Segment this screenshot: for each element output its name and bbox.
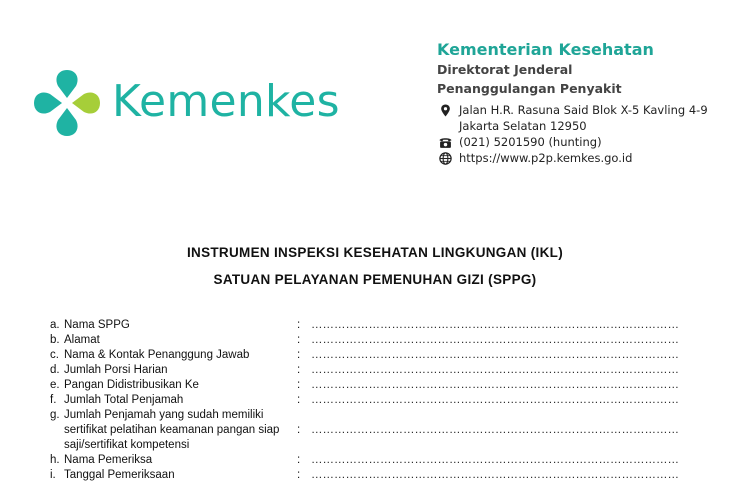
field-fill-line[interactable]: …………………………………………………………………………………… [311, 454, 679, 466]
field-colon: : [297, 394, 301, 406]
org-sub-line2: Penanggulangan Penyakit [437, 81, 622, 96]
telephone-icon [437, 134, 453, 150]
website-url[interactable]: https://www.p2p.kemkes.go.id [459, 151, 633, 165]
org-sub-line1: Direktorat Jenderal [437, 62, 573, 77]
field-colon: : [297, 349, 301, 361]
field-label-line3: saji/sertifikat kompetensi [64, 439, 190, 451]
phone-row [437, 134, 708, 150]
address-line1: Jalan H.R. Rasuna Said Blok X-5 Kavling 4-9 [459, 103, 708, 117]
field-label: Tanggal Pemeriksaan [64, 469, 175, 481]
field-colon: : [297, 424, 301, 436]
field-letter: g. [50, 409, 60, 421]
field-label: Nama SPPG [64, 319, 130, 331]
field-fill-line[interactable]: …………………………………………………………………………………… [311, 334, 679, 346]
field-letter: b. [50, 334, 60, 346]
field-fill-line[interactable]: …………………………………………………………………………………… [311, 394, 679, 406]
website-row [437, 150, 708, 166]
globe-icon [437, 150, 453, 166]
field-label [64, 408, 286, 453]
field-fill-line[interactable]: …………………………………………………………………………………… [311, 364, 679, 376]
field-letter: a. [50, 319, 60, 331]
address-line2: Jakarta Selatan 12950 [459, 119, 587, 133]
field-label-line1: Jumlah Penjamah yang sudah memiliki [64, 409, 264, 421]
field-letter: d. [50, 364, 60, 376]
field-label: Nama & Kontak Penanggung Jawab [64, 349, 250, 361]
field-colon: : [297, 334, 301, 346]
address-row [437, 102, 708, 118]
field-label: Alamat [64, 334, 100, 346]
phone-number: (021) 5201590 (hunting) [459, 135, 602, 149]
field-letter: f. [50, 394, 57, 406]
field-label: Pangan Didistribusikan Ke [64, 379, 199, 391]
organization-block [437, 40, 654, 98]
field-colon: : [297, 364, 301, 376]
field-colon: : [297, 469, 301, 481]
field-colon: : [297, 319, 301, 331]
field-label: Jumlah Total Penjamah [64, 394, 184, 406]
document-subtitle: SATUAN PELAYANAN PEMENUHAN GIZI (SPPG) [213, 272, 537, 287]
field-fill-line[interactable]: …………………………………………………………………………………… [311, 469, 679, 481]
field-letter: i. [50, 469, 56, 481]
contact-block [437, 102, 708, 166]
document-title: INSTRUMEN INSPEKSI KESEHATAN LINGKUNGAN (IKL) [186, 245, 563, 260]
field-colon: : [297, 454, 301, 466]
field-fill-line[interactable]: …………………………………………………………………………………… [311, 349, 679, 361]
field-fill-line[interactable]: …………………………………………………………………………………… [311, 379, 679, 391]
field-label-line2: sertifikat pelatihan keamanan pangan siap [64, 424, 280, 436]
address-row-2 [437, 118, 708, 134]
field-colon: : [297, 379, 301, 391]
location-pin-icon [437, 102, 453, 118]
field-letter: c. [50, 349, 59, 361]
field-letter: e. [50, 379, 60, 391]
org-name: Kementerian Kesehatan [437, 40, 654, 59]
field-letter: h. [50, 454, 60, 466]
field-fill-line[interactable]: …………………………………………………………………………………… [311, 424, 679, 436]
field-label: Jumlah Porsi Harian [64, 364, 168, 376]
field-fill-line[interactable]: …………………………………………………………………………………… [311, 319, 679, 331]
field-label: Nama Pemeriksa [64, 454, 153, 466]
kemenkes-logo-mark [32, 68, 102, 138]
kemenkes-logo-text: Kemenkes [112, 76, 340, 127]
